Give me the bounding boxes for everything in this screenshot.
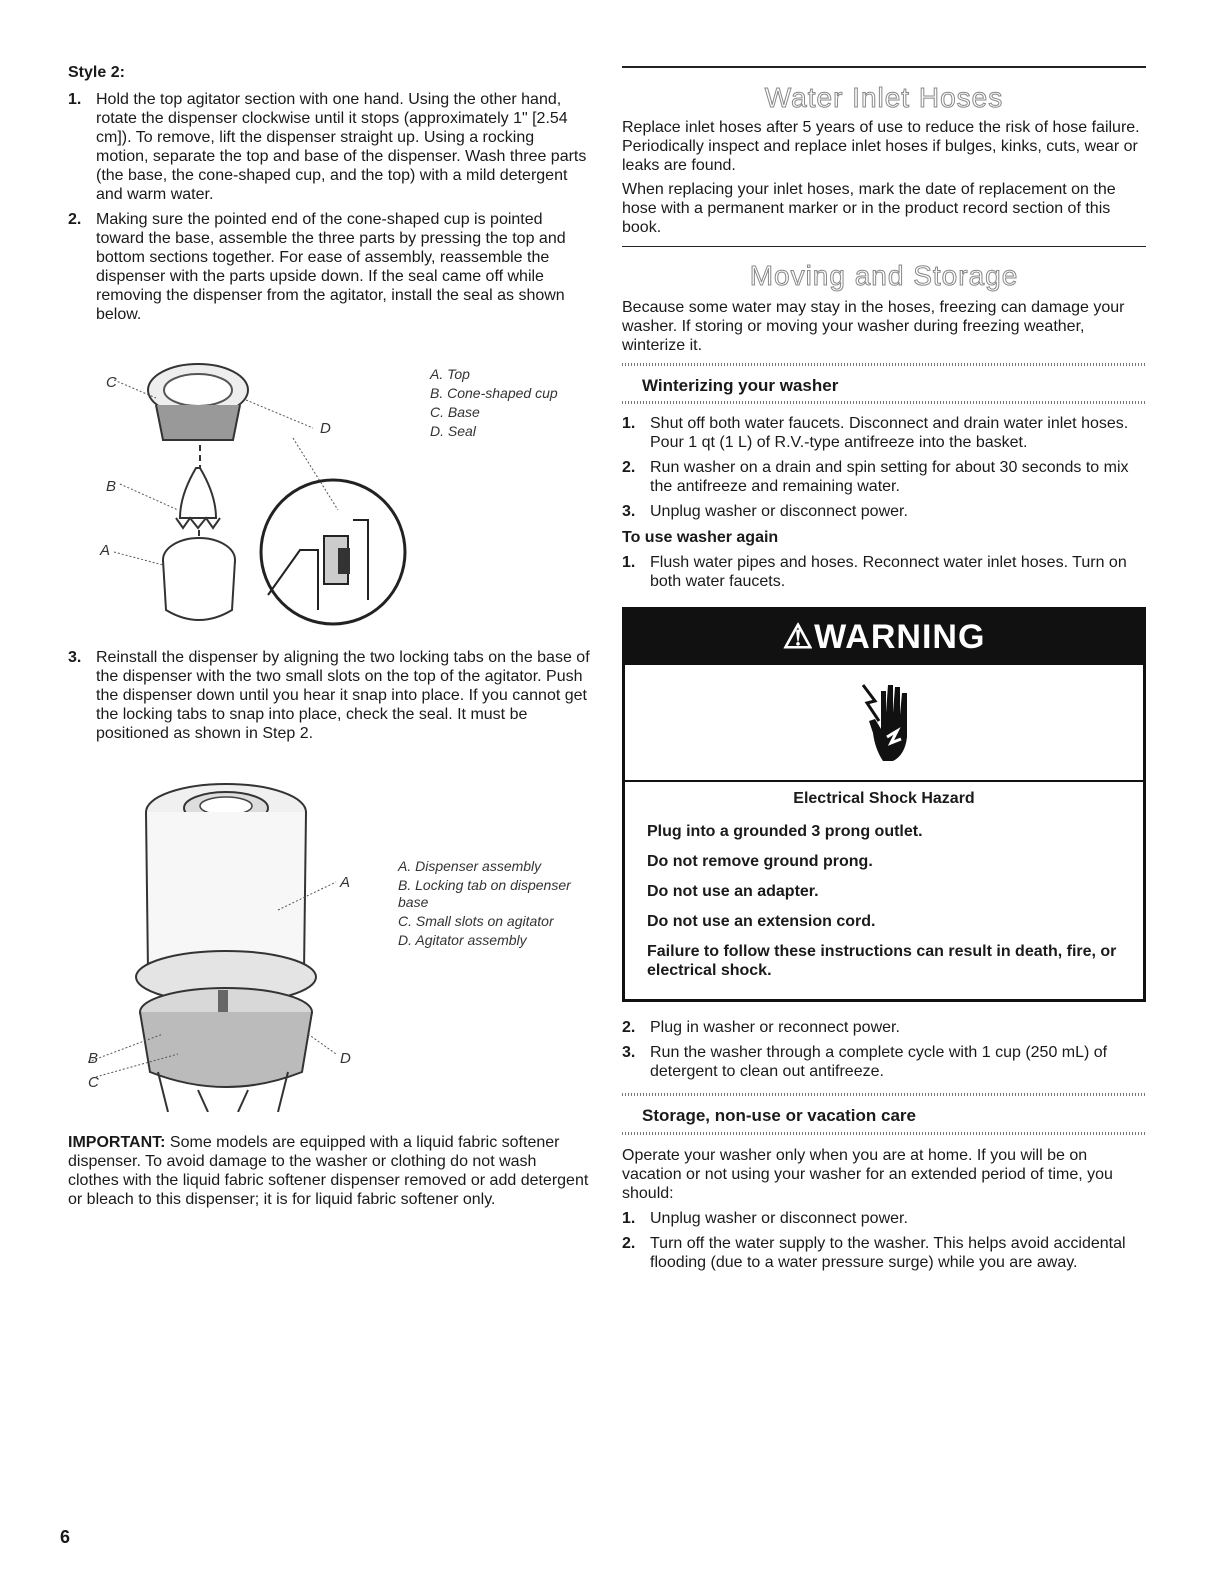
warning-header xyxy=(625,610,1143,665)
step-item: 2. Run washer on a drain and spin setting for about 30 seconds to mix the antifreeze and remaining water. xyxy=(622,459,1129,495)
warning-line: Failure to follow these instructions can result in death, fire, or electrical shock. xyxy=(647,943,1117,979)
step-item: 3. Unplug washer or disconnect power. xyxy=(622,503,908,520)
callout-b: B xyxy=(106,478,117,495)
use-again-heading: To use washer again xyxy=(622,529,779,546)
step-item: 3. Run the washer through a complete cycle with 1 cup (250 mL) of detergent to clean out antifreeze. xyxy=(622,1044,1108,1080)
step-item: 2. Turn off the water supply to the washer. This helps avoid accidental flooding (due to a water pressure surge) while you are away. xyxy=(622,1235,1126,1271)
use-again-steps-continued xyxy=(622,1018,1146,1087)
step-item: 1. Shut off both water faucets. Disconnect and drain water inlet hoses. Pour 1 qt (1 L) of R.V.-type antifreeze into the basket. xyxy=(622,415,1129,451)
style-heading: Style 2: xyxy=(68,64,125,81)
warning-line: Do not use an adapter. xyxy=(647,883,819,900)
callout-a: A xyxy=(100,542,111,559)
callout-a: A xyxy=(340,874,351,891)
page-number: 6 xyxy=(60,1527,71,1547)
dotted-rule xyxy=(622,401,1146,404)
reinstall-steps xyxy=(68,648,590,749)
warning-line: Do not remove ground prong. xyxy=(647,853,873,870)
callout-d: D xyxy=(340,1050,351,1067)
warning-line: Do not use an extension cord. xyxy=(647,913,876,930)
hoses-section-title: Water Inlet Hoses xyxy=(764,82,1004,113)
moving-paragraph: Because some water may stay in the hoses, freezing can damage your washer. If storing or moving your washer during freezing weather, winterize it. xyxy=(622,299,1125,354)
moving-section-title: Moving and Storage xyxy=(749,260,1019,291)
use-again-steps xyxy=(622,553,1146,597)
warning-body xyxy=(625,782,1143,999)
figure1-legend: A. Top B. Cone-shaped cup C. Base D. Seal xyxy=(430,366,558,439)
winterizing-heading: Winterizing your washer xyxy=(642,376,839,395)
warning-icon-row xyxy=(625,665,1143,782)
dotted-rule xyxy=(622,1093,1146,1096)
dotted-rule xyxy=(622,363,1146,366)
warning-triangle-icon: ⚠ xyxy=(782,618,815,656)
dotted-rule xyxy=(622,1132,1146,1135)
important-note: IMPORTANT: Some models are equipped with a liquid fabric softener dispenser. To avoid damage to the washer or clothing do not wash clothes with the liquid fabric softener dispenser removed or add detergent or bleach to this dispenser; it is for liquid fabric softener only. xyxy=(68,1134,589,1208)
section-divider xyxy=(622,246,1146,247)
dispenser-parts-illustration xyxy=(68,360,428,635)
figure2-legend: A. Dispenser assembly B. Locking tab on dispenser base C. Small slots on agitator D. Agitator assembly xyxy=(398,858,571,948)
hoses-paragraph-2: When replacing your inlet hoses, mark the date of replacement on the hose with a permanent marker or in the product record section of this book. xyxy=(622,181,1116,236)
step-item: 1. Unplug washer or disconnect power. xyxy=(622,1210,908,1227)
warning-box xyxy=(622,607,1146,1002)
callout-b: B xyxy=(88,1050,99,1067)
storage-heading: Storage, non-use or vacation care xyxy=(642,1106,916,1125)
winterizing-steps xyxy=(622,414,1146,527)
storage-paragraph: Operate your washer only when you are at home. If you will be on vacation or not using your washer for an extended period of time, you should: xyxy=(622,1147,1113,1202)
callout-c: C xyxy=(88,1074,99,1091)
section-divider xyxy=(622,66,1146,68)
dispenser-install-figure xyxy=(68,772,590,1112)
step-item: 1. Hold the top agitator section with one hand. Using the other hand, rotate the dispenser clockwise until it stops (approximately 1" [2.54 cm]). To remove, lift the dispenser straight up. Using a rocking motion, separate the top and base of the dispenser. Wash three parts (the base, the cone-shaped cup, and the top) with a mild detergent and warm water. xyxy=(68,91,587,203)
callout-c: C xyxy=(106,374,117,391)
warning-hazard-title: Electrical Shock Hazard xyxy=(793,790,975,807)
step-item: 3. Reinstall the dispenser by aligning the two locking tabs on the base of the dispenser with the two small slots on the top of the agitator. Push the dispenser down until you hear it snap into place. If you cannot get the locking tabs to snap into place, check the seal. It must be positioned as shown in Step 2. xyxy=(68,649,590,742)
step-item: 2. Plug in washer or reconnect power. xyxy=(622,1019,900,1036)
storage-steps xyxy=(622,1209,1146,1278)
dispenser-parts-figure xyxy=(68,360,590,635)
hoses-paragraph-1: Replace inlet hoses after 5 years of use to reduce the risk of hose failure. Periodically inspect and replace inlet hoses if bulges, kinks, cuts, wear or leaks are found. xyxy=(622,119,1140,174)
electrical-shock-hand-icon xyxy=(857,677,917,767)
warning-line: Plug into a grounded 3 prong outlet. xyxy=(647,823,923,840)
step-item: 1. Flush water pipes and hoses. Reconnect water inlet hoses. Turn on both water faucets. xyxy=(622,554,1127,590)
warning-title: WARNING xyxy=(814,618,986,656)
dispenser-steps xyxy=(68,90,590,330)
step-item: 2. Making sure the pointed end of the cone-shaped cup is pointed toward the base, assemble the three parts by pressing the top and bottom sections together. For ease of assembly, reassemble the dispenser with the parts upside down. If the seal came off while removing the dispenser from the agitator, install the seal as shown below. xyxy=(68,211,566,323)
callout-d: D xyxy=(320,420,331,437)
